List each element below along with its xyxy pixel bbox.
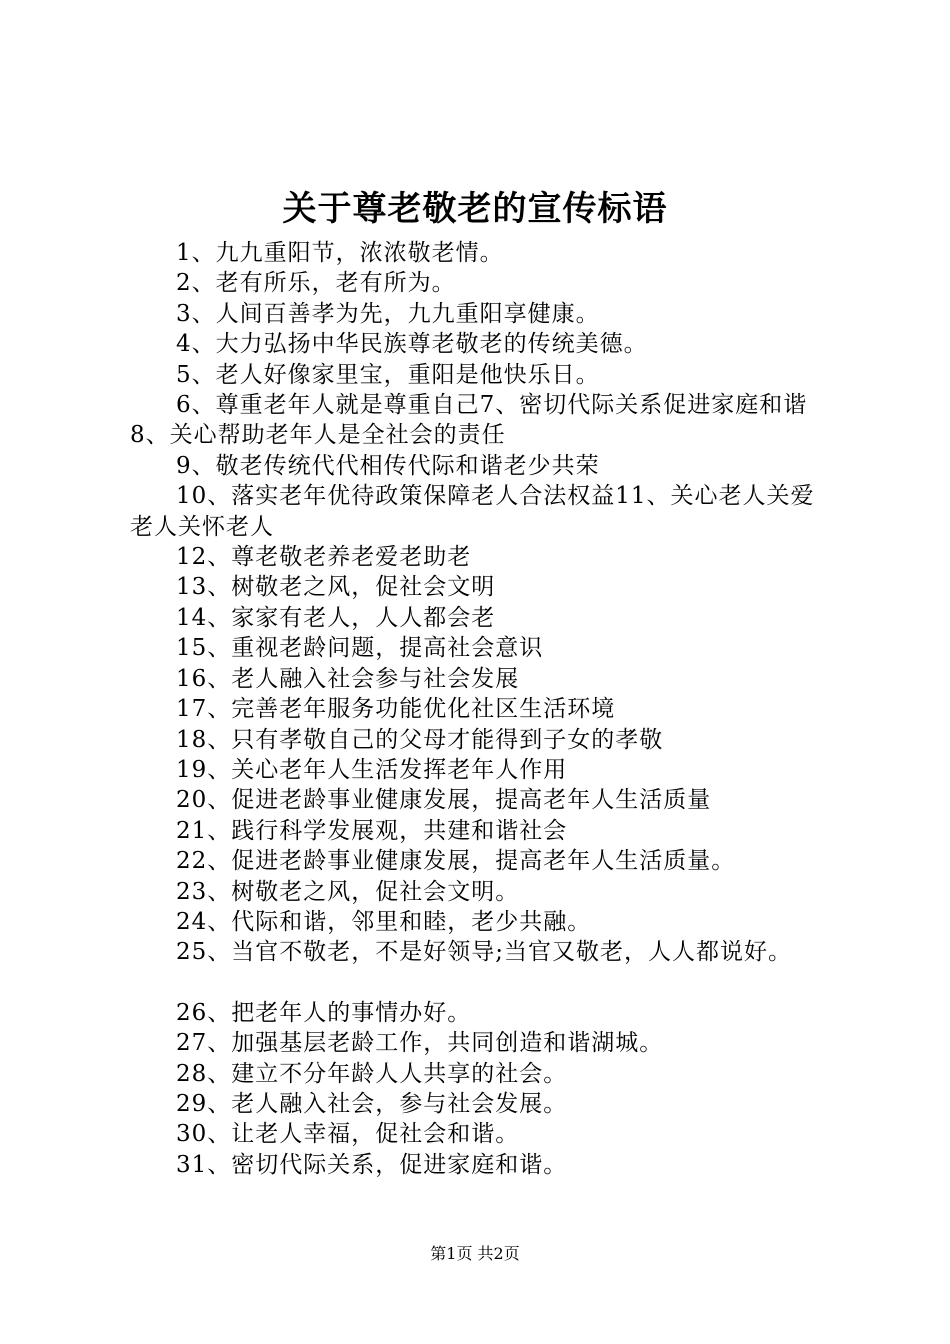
list-item: 20、促进老龄事业健康发展，提高老年人生活质量 [176,787,712,814]
list-item: 3、人间百善孝为先，九九重阳享健康。 [176,300,600,327]
list-item: 31、密切代际关系，促进家庭和谐。 [176,1151,568,1178]
list-item: 21、践行科学发展观，共建和谐社会 [176,817,568,844]
list-item: 27、加强基层老龄工作，共同创造和谐湖城。 [176,1030,664,1057]
document-title: 关于尊老敬老的宣传标语 [282,189,668,229]
list-item: 24、代际和谐，邻里和睦，老少共融。 [176,908,592,935]
list-item: 30、让老人幸福，促社会和谐。 [176,1121,520,1148]
list-item: 22、促进老龄事业健康发展，提高老年人生活质量。 [176,848,736,875]
list-item: 28、建立不分年龄人人共享的社会。 [176,1060,568,1087]
list-item: 19、关心老年人生活发挥老年人作用 [176,756,568,783]
list-item: 15、重视老龄问题，提高社会意识 [176,635,544,662]
list-item: 17、完善老年服务功能优化社区生活环境 [176,696,616,723]
page-footer: 第1页 共2页 [430,1244,520,1263]
list-item: 16、老人融入社会参与社会发展 [176,665,520,692]
list-item: 6、尊重老年人就是尊重自己7、密切代际关系促进家庭和谐8、关心帮助老年人是全社会的责任 [130,392,808,449]
list-item: 26、把老年人的事情办好。 [176,999,472,1026]
list-item: 23、树敬老之风，促社会文明。 [176,878,520,905]
list-item: 12、尊老敬老养老爱老助老 [176,544,472,571]
list-item: 18、只有孝敬自己的父母才能得到子女的孝敬 [176,726,664,753]
list-item: 10、落实老年优待政策保障老人合法权益11、关心老人关爱老人关怀老人 [130,483,815,540]
slogan-list [130,238,830,1180]
list-item: 14、家家有老人，人人都会老 [176,604,496,631]
list-item: 1、九九重阳节，浓浓敬老情。 [176,240,504,266]
list-item: 9、敬老传统代代相传代际和谐老少共荣 [176,452,600,479]
list-item: 25、当官不敬老，不是好领导;当官又敬老，人人都说好。 [176,939,793,966]
list-item: 2、老有所乐，老有所为。 [176,270,456,297]
list-item: 29、老人融入社会，参与社会发展。 [176,1090,568,1117]
list-item: 4、大力弘扬中华民族尊老敬老的传统美德。 [176,331,648,358]
list-item: 5、老人好像家里宝，重阳是他快乐日。 [176,361,600,388]
list-item: 13、树敬老之风，促社会文明 [176,574,496,601]
